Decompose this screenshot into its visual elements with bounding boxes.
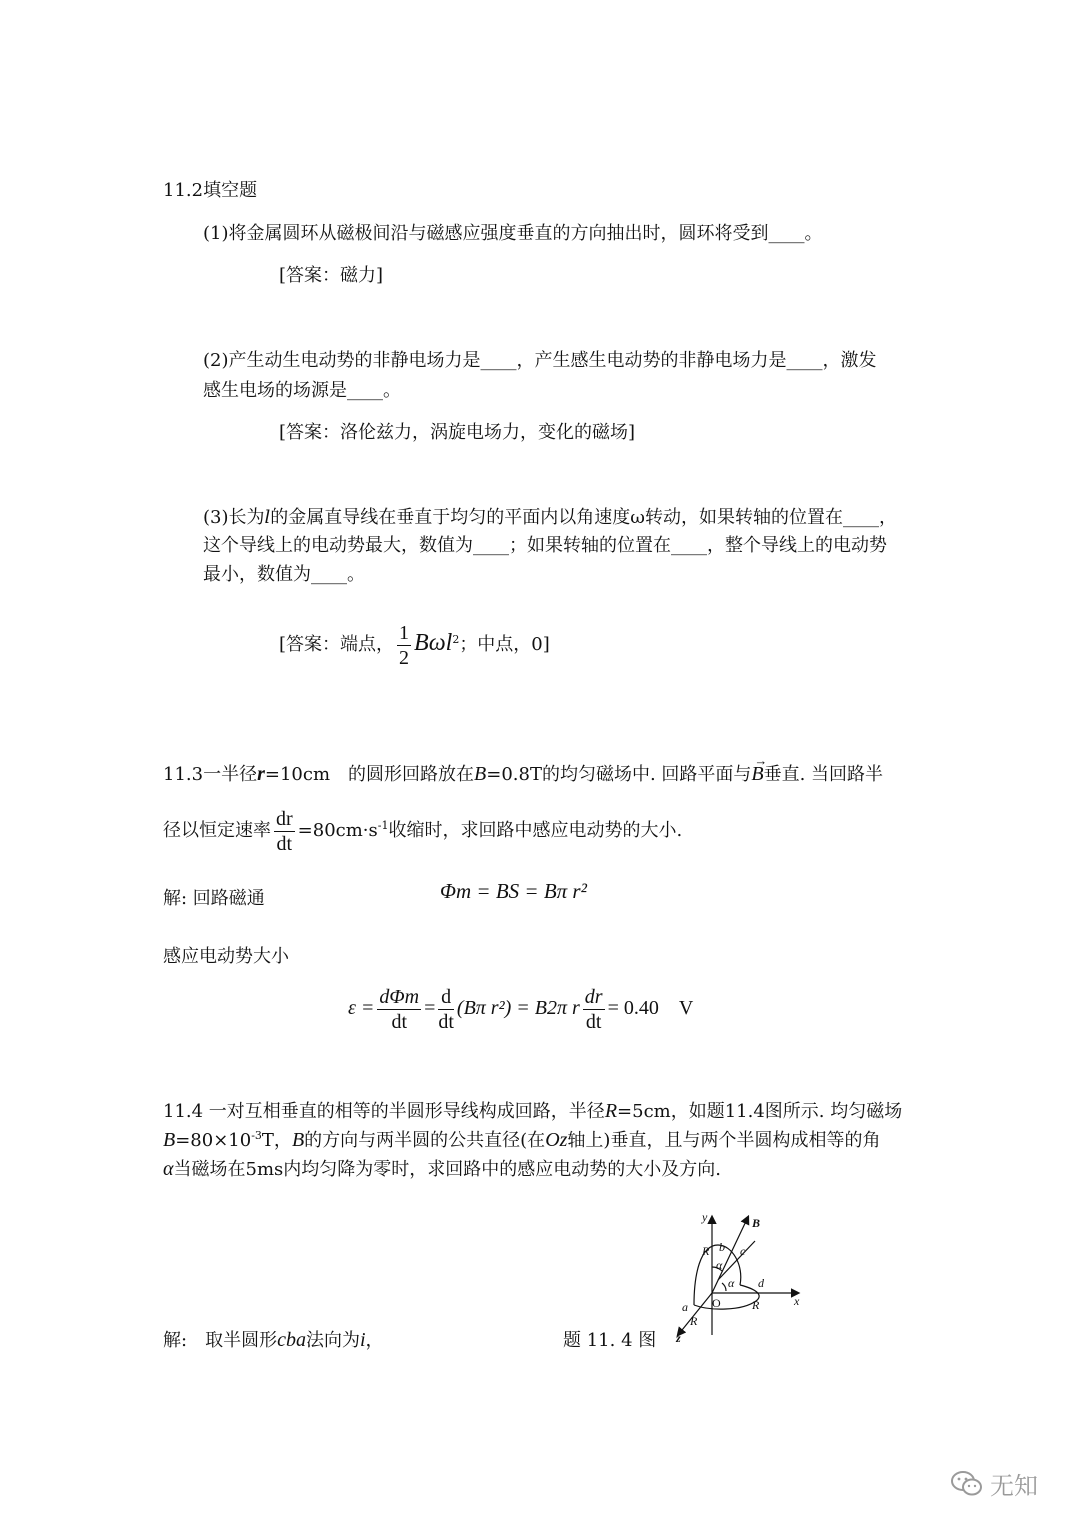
q3-line1-a: (3)长为 [203, 507, 265, 528]
s114-l2-b: T， [261, 1130, 292, 1151]
s114-var-Oz: Oz [545, 1129, 568, 1151]
eq2-frac1-den: dt [391, 1010, 407, 1033]
figure-caption: 题 11. 4 图 [563, 1330, 657, 1351]
s113-line1 [163, 753, 884, 786]
s113-var-B: B [474, 763, 487, 785]
vector-arrow-icon: → [754, 753, 768, 768]
label-R2: R [752, 1298, 760, 1312]
s113-eq2 [348, 978, 693, 1038]
wechat-icon [950, 1470, 984, 1498]
q3-frac-den: 2 [399, 646, 410, 669]
q1-text: (1)将金属圆环从磁极间沿与磁感应强度垂直的方向抽出时，圆环将受到____。 [203, 223, 823, 244]
s113-var-r: r [257, 763, 265, 785]
s114-line3 [163, 1155, 721, 1181]
q3-answer [279, 610, 550, 675]
label-R3: R [690, 1314, 698, 1328]
eq2-frac1-num: dΦm [379, 985, 420, 1008]
s113-l2-c: 收缩时，求回路中感应电动势的大小. [388, 820, 683, 841]
semicircle-ad [694, 1285, 759, 1309]
q2-line1: (2)产生动生电动势的非静电场力是____，产生感生电动势的非静电场力是____，激发 [203, 350, 877, 371]
s114-l2-exp: -3 [251, 1129, 262, 1142]
s113-l1-b: =10cm 的圆形回路放在 [264, 764, 475, 785]
s114-line2 [163, 1126, 880, 1152]
s114-sol-i: i [359, 1329, 366, 1351]
eq2-frac2-num: d [438, 986, 454, 1010]
eq2-equals: = [424, 997, 436, 1019]
s113-emf-label: 感应电动势大小 [163, 946, 289, 967]
q3-answer-expr: Bωl [414, 630, 453, 656]
eq2-frac2 [438, 986, 454, 1033]
eq2-frac3-num: dr [584, 985, 603, 1008]
s113-vec-B-letter: B [751, 763, 764, 785]
q3-line3: 最小，数值为____。 [203, 564, 365, 585]
label-c: c [740, 1244, 746, 1258]
label-O: O [712, 1296, 721, 1310]
label-a: a [682, 1300, 688, 1314]
q3-answer-exp: 2 [452, 633, 460, 646]
s113-eq1: Φm = BS = Bπ r² [440, 879, 587, 903]
label-B: B [752, 1216, 761, 1230]
label-alpha2: α [728, 1276, 735, 1290]
figure-11-4 [660, 1205, 820, 1345]
s114-line1 [163, 1097, 902, 1123]
label-y: y [702, 1210, 708, 1224]
s113-vec-B [751, 753, 768, 786]
eq2-frac3-den: dt [585, 1010, 602, 1033]
watermark [950, 1466, 1038, 1501]
eq2-frac2-den: dt [438, 1010, 454, 1033]
s114-var-alpha: α [163, 1158, 174, 1180]
q3-line2: 这个导线上的电动势最大，数值为____；如果转轴的位置在____，整个导线上的电动势 [203, 535, 887, 556]
s114-sol-cba: cba [277, 1329, 306, 1351]
s114-var-R: R [604, 1100, 618, 1122]
s113-rate-fraction [274, 808, 295, 855]
q3-answer-fraction [397, 622, 411, 669]
s114-l1-a: 11.4 一对互相垂直的相等的半圆形导线构成回路，半径 [163, 1101, 605, 1122]
label-alpha1: α [716, 1258, 723, 1272]
q2-answer: [答案：洛伦兹力，涡旋电场力，变化的磁场] [279, 422, 636, 443]
s114-var-B2: B [291, 1129, 305, 1151]
q3-answer-pre: [答案：端点， [279, 634, 395, 655]
label-d: d [758, 1276, 764, 1290]
angle-arc-2 [722, 1283, 726, 1291]
eq2-frac3 [583, 986, 605, 1033]
s113-rate-num: dr [276, 807, 293, 830]
s113-l1-d: 垂直. 当回路半 [763, 764, 884, 785]
eq2-value: = 0.40 V [607, 997, 694, 1019]
q3-line1 [203, 503, 897, 529]
s113-l1-c: =0.8T的均匀磁场中. 回路平面与 [486, 764, 752, 785]
q2-line2: 感生电场的场源是____。 [203, 380, 401, 401]
q3-line1-b: 的金属直导线在垂直于均匀的平面内以角速度ω转动，如果转轴的位置在____， [270, 507, 897, 528]
label-b: b [719, 1240, 725, 1254]
s114-l2-c: 的方向与两半圆的公共直径(在 [304, 1130, 546, 1151]
s114-l2-a: =80×10 [175, 1130, 252, 1151]
section-11-2-title: 11.2填空题 [163, 180, 258, 201]
s114-sol-b: 法向为 [305, 1330, 360, 1351]
s114-solution [163, 1326, 384, 1352]
s113-l2-a: 径以恒定速率 [163, 820, 271, 841]
s113-l2-exp: -1 [377, 819, 389, 832]
s114-l3-a: 当磁场在5ms内均匀降为零时，求回路中的感应电动势的大小及方向. [173, 1159, 721, 1180]
q3-var-l: l [264, 507, 271, 528]
s114-var-B: B [163, 1129, 176, 1151]
eq2-eps: ε = [348, 997, 375, 1019]
label-z: z [676, 1331, 681, 1345]
watermark-text: 无知 [990, 1472, 1038, 1500]
s114-l1-b: =5cm，如题11.4图所示. 均匀磁场 [617, 1101, 903, 1122]
s113-rate-den: dt [276, 832, 293, 855]
q1-answer: [答案：磁力] [279, 265, 384, 286]
s113-solution-label: 解: 回路磁通 [163, 888, 265, 909]
s114-sol-a: 解: 取半圆形 [163, 1330, 278, 1351]
eq2-frac1 [377, 986, 421, 1033]
eq2-middle: (Bπ r²) = B2π r [456, 997, 580, 1019]
label-R1: R [702, 1244, 710, 1258]
s113-l2-b: =80cm·s [297, 820, 378, 841]
s114-l2-d: 轴上)垂直，且与两个半圆构成相等的角 [567, 1130, 881, 1151]
s114-sol-c: ， [365, 1330, 384, 1351]
q3-frac-num: 1 [399, 621, 410, 644]
s113-line2 [163, 796, 682, 861]
s113-l1-a: 11.3一半径 [163, 764, 258, 785]
q3-answer-post: ；中点，0] [459, 634, 550, 655]
label-x: x [794, 1294, 800, 1308]
